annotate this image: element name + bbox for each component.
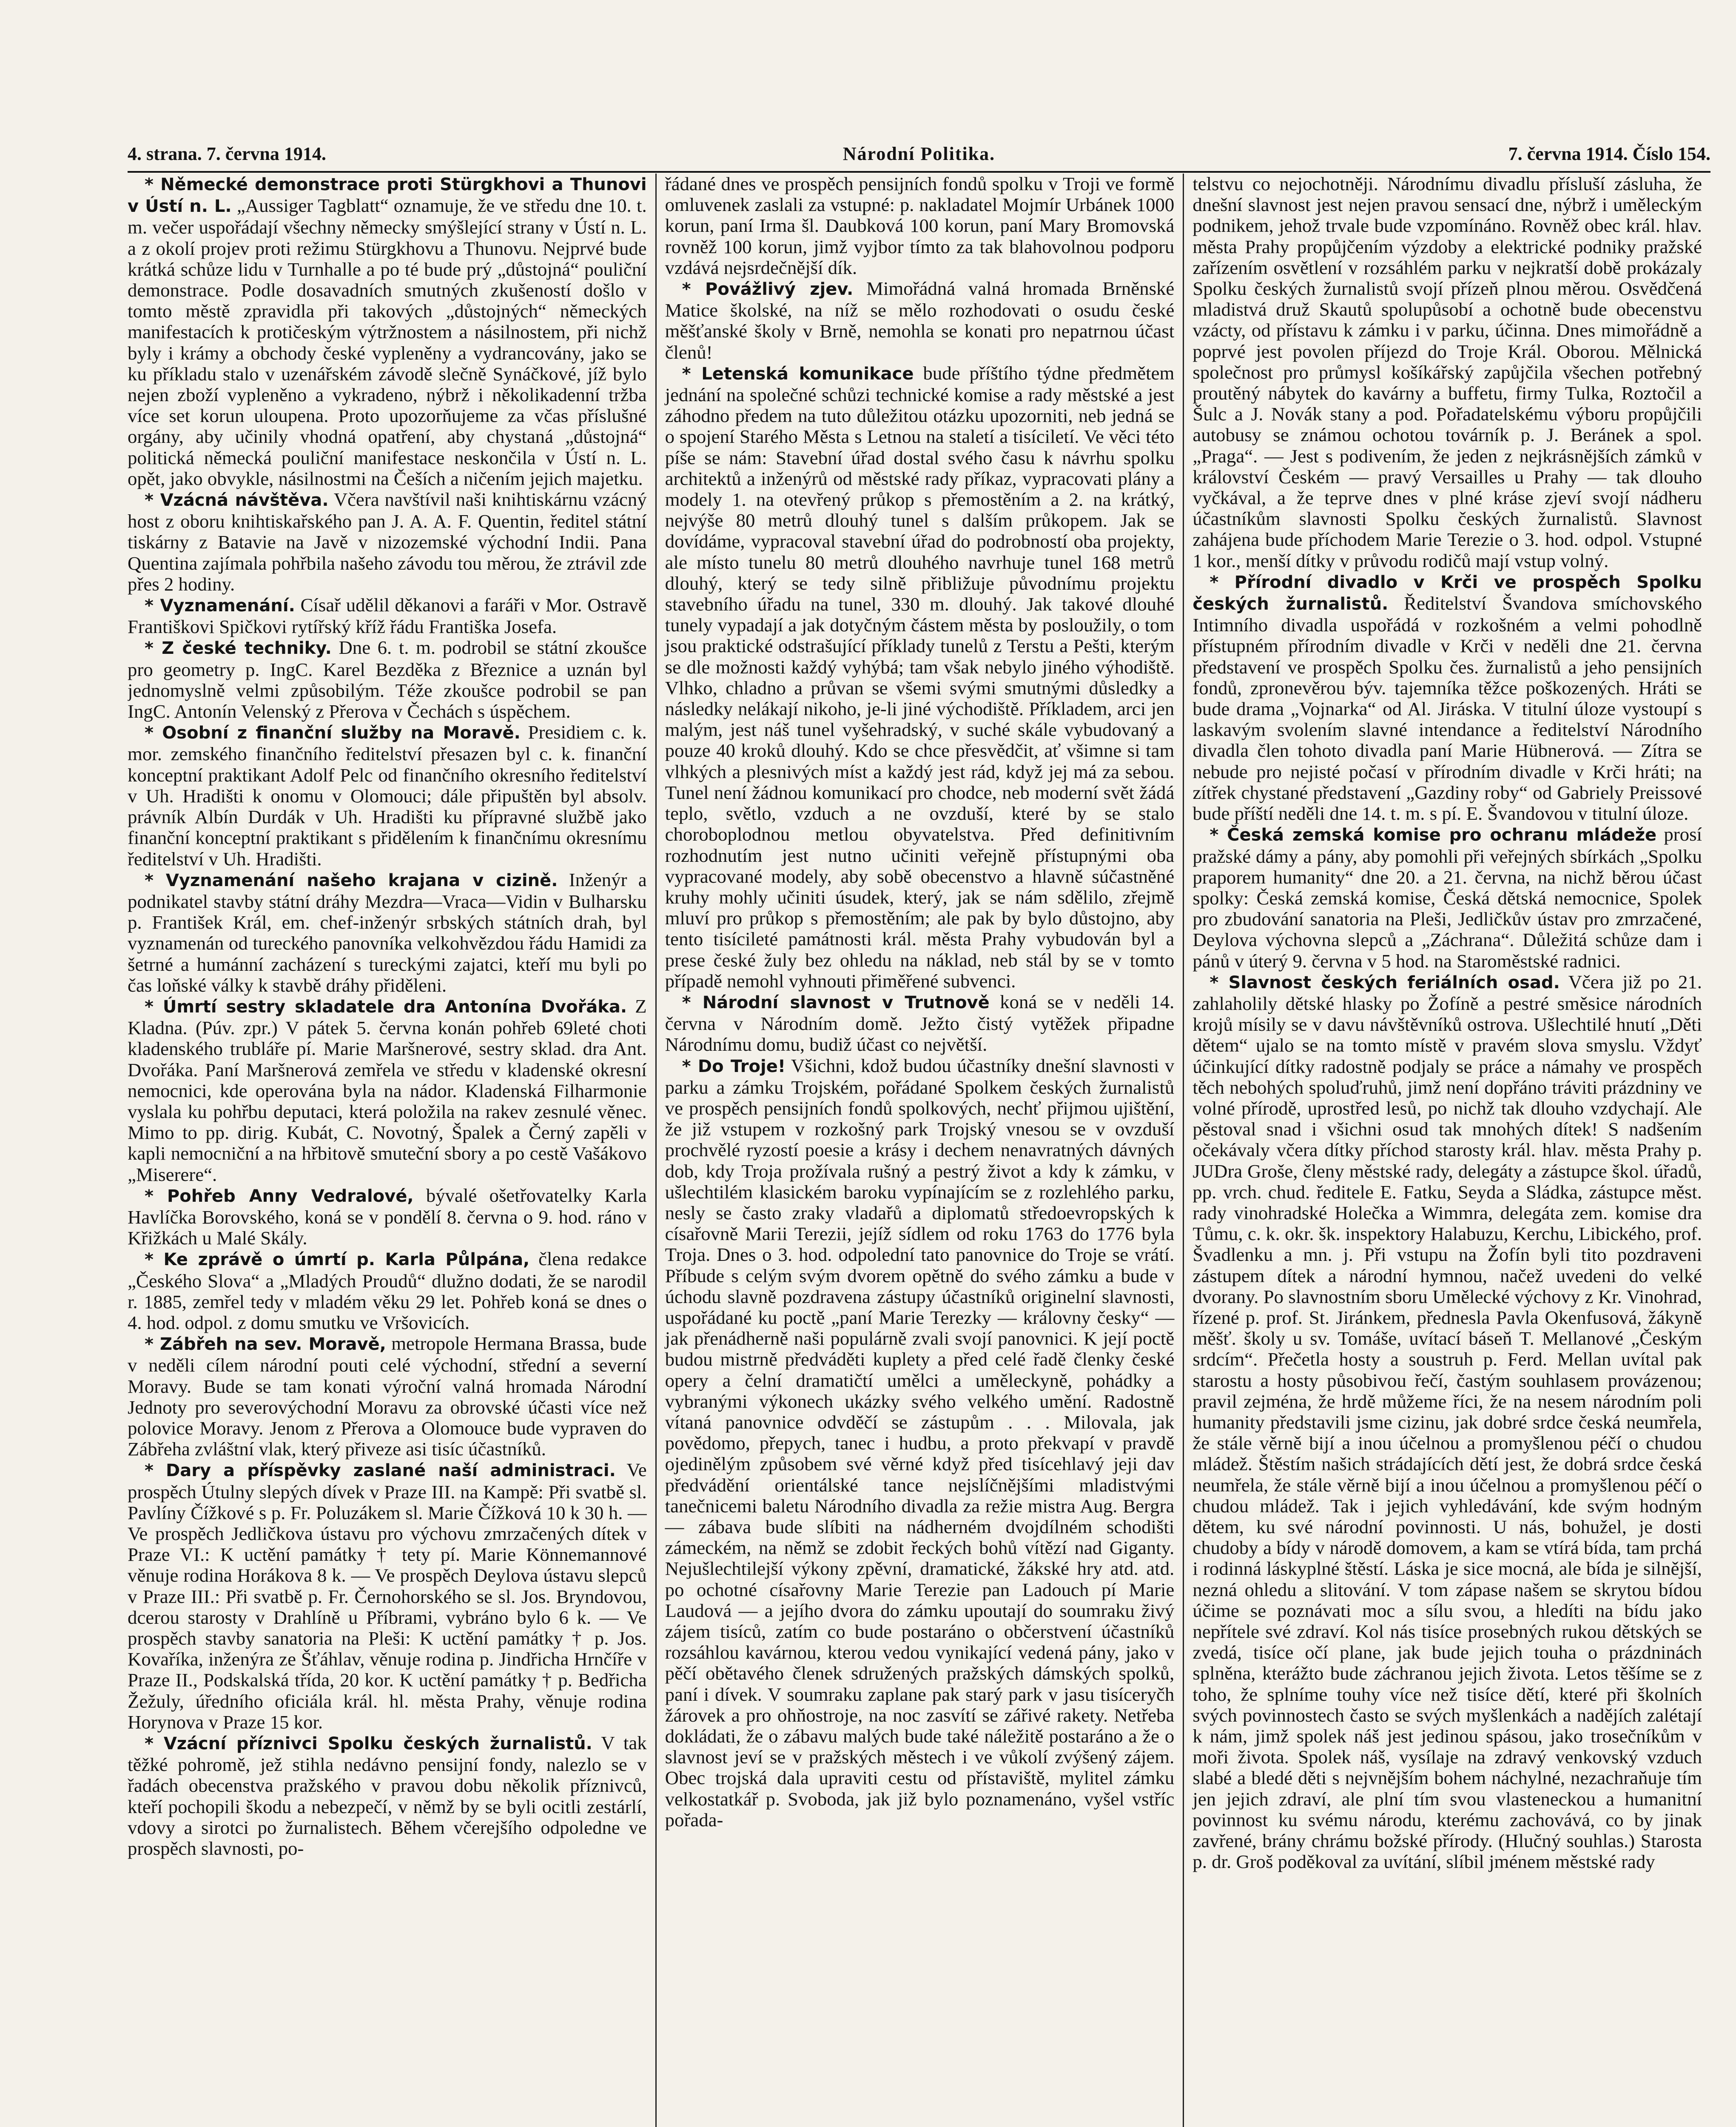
article-heading: * Ke zprávě o úmrtí p. Karla Půlpána, bbox=[145, 1250, 530, 1270]
article-paragraph bbox=[1192, 824, 1702, 971]
article-text: Císař udělil děkanovi a faráři v Mor. Ostravě Františkovi Spičkovi rytířský kříž řádu Františka Josefa. bbox=[128, 594, 647, 638]
article-paragraph bbox=[128, 996, 647, 1185]
article-paragraph bbox=[1192, 972, 1702, 1873]
article-text: Všichni, kdož budou účastníky dnešní slavnosti v parku a zámku Trojském, pořádané Spolkem českých žurnalistů ve prospěch pensijních fondů spolkových, nechť přijmou ujištění, že již vstupem v rozkošný park Trojský vnesou se v ovzduší prochvělé ryzostí poesie a krásy i dechem nenavratných dávných dob, kdy Troja prožívala rušný a pestrý život a kdy k zámku, v ušlechtilém klasickém baroku vypínajícím se z rozlehlého parku, nesly se často zraky vladařů a diplomatů středoevropských k císařovně Marii Terezii, jejíž sídlem od roku 1763 do 1776 byla Troja. Dnes o 3. hod. odpolední tato panovnice do Troje se vrátí. Příbude s celým svým dvorem opětně do svého zámku a bude v úchodu slavně pozdravena zástupy účastníků originelní slavnosti, uspořádané ku poctě „paní Marie Terezky — královny česky“ — jak přenádherně naši populárně zvali svojí panovnici. K její poctě budou mistrně předváděti kuplety a před celé řadě členky české opery a čelní dramatičtí umělci a uměleckyně, pohádky a vybranými výkonech ukázky svého velkého umění. Radostně vítaná panovnice odvděčí se zástupům . . . Milovala, jak povědomo, přepych, tanec i hudbu, a proto překvapí v pravdě ojedinělým způsobem své věrné když před tisícehlavý jeji dav předvádění orientálské tance nejslíčnějšími mladistvými tanečnicemi baletu Národního divadla za režie mistra Aug. Bergra — zábava bude slíbiti na nádherném dvojdílném schodišti zámeckém, na němž se zdobit řeckých bohů vítězí nad Giganty. Nejušlechtilejší výkony zpěvní, dramatické, žákské hry atd. atd. po ochotné císařovny Marie Terezie pan Ladouch pí Marie Laudová — a jejího dvora do zámku upoutají do soumraku živý zájem tisíců, zatím co bude postaráno o občerstvení účastníků rozsáhlou kavárnou, kterou vedou vynikající vedená pány, jako v pěčí obětavého členek sdružených pražských dámských spolků, paní i dívek. V soumraku zaplane pak starý park v jasu tisíceryčh žárovek a pro ohňostroje, na noc zasvítí se zářivé rakety. Netřeba dokládati, že o zábavu malých bude také náležitě postaráno a že o slavnost jeví se v pražských městech i ve vůkolí zvýšený zájem. Obec trojská dala upraviti cestu od přístaviště, mylitel zámku velkostatkář p. Svoboda, jak již bylo poznamenáno, vyšel vstříc pořada- bbox=[665, 1055, 1175, 1830]
article-heading: * Povážlivý zjev. bbox=[682, 279, 854, 299]
article-text: Presidiem c. k. mor. zemského finančního ředitelství přesazen byl c. k. finanční konceptní praktikant Adolf Pelc od finančního okresního ředitelství v Uh. Hradišti k onomu v Olomouci; dále připuštěn byl absolv. právník Albín Durdák v Uh. Hradišti ku přípravné službě jako finanční konceptní praktikant s přidělením k finančnímu okresnímu ředitelství v Uh. Hradišti. bbox=[128, 721, 647, 870]
article-paragraph bbox=[128, 1249, 647, 1333]
article-paragraph bbox=[665, 992, 1175, 1055]
article-paragraph bbox=[665, 278, 1175, 363]
article-paragraph bbox=[128, 1460, 647, 1733]
article-paragraph bbox=[128, 1333, 647, 1460]
article-paragraph bbox=[128, 722, 647, 869]
article-text: Včera navštívil naši knihtiskárnu vzácný host z oboru knihtiskařského pan J. A. A. F. Quentin, ředitel státní tiskárny z Batavie na Javě v nizozemské východní Indii. Pana Quentina zajímala pohřbila našeho závodu tou měrou, že ztrávil zde přes 2 hodiny. bbox=[128, 489, 647, 595]
article-heading: * Do Troje! bbox=[682, 1056, 786, 1076]
article-heading: * Národní slavnost v Trutnově bbox=[682, 992, 990, 1012]
article-columns bbox=[128, 174, 1710, 2127]
article-text: Včera již po 21. zahlaholily dětské hlasky po Žofíně a pestré směsice národních krojů mísily se v davu návštěvníků ostrova. Ušlechtilé hnutí „Děti dětem“ ujalo se na tomto místě v pravém slova smyslu. Vždyť účinkující dítky radostně podjaly se práce a námahy ve prospěch těch nebohých spoluďruhů, jimž není dopřáno tráviti prázdniny ve volné přírodě, uprostřed lesů, po nichž tak dlouho vzdychají. Ale pěstoval snad i všichni osud tak mnohých dítek! S nadšením očekávaly včera dítky příchod starosty král. hlav. města Prahy p. JUDra Groše, členy městské rady, delegáty a zástupce škol. úřadů, pp. vrch. chud. ředitele E. Fatku, Seyda a Sládka, zástupce měst. rady vinohradské Holečka a Wimmra, delegáta zem. komise dra Tůmu, c. k. okr. šk. inspektory Halabuzu, Kerchu, Libického, prof. Švadlenku a mn. j. Při vstupu na Žofín byli tito pozdraveni zástupem dítek a národní hymnou, načež uvedeni do velké dvorany. Po slavnostním sboru Umělecké výchovy z Kr. Vinohrad, řízené p. prof. St. Jiránkem, přednesla Pavla Okenfusová, žákyně měšť. školy u sv. Tomáše, uvítací báseň T. Mellanové „Českým srdcím“. Přečetla hosty a soustruh p. Ferd. Mellan uvítal pak starostu a hosty působivou řečí, častým souhlasem provázenou; pravil zejména, že hrdě můžeme říci, že na nesem národním poli humanity představili jsme cizinu, jak dobré srdce česká neumřela, že stále věrně bijí a inou účelnou a promyšlenou péčí o chudou mládež. Štěstím našich strádajících dětí jest, že dobrá srdce česká neumřela, že stále věrně bijí a inou účelnou a promyšlenou péčí o chudou mládež. Tak i jejich vyhledávání, kde svým hodným dětem, ku své národní povinnosti. U nás, bohužel, je dosti chudoby a bídy v národě domovem, a kam se vtírá bída, tam prchá i rodinná láskyplné štěstí. Láska je sice mocná, ale bída je silnější, nezná ohledu a slitování. V tom zápase našem se skrytou bídou účime se poznávati moc a sílu svou, a hledíti na bídu jako nepřítele své zdraví. Kol nás tisíce prosebných rukou dětských se zvedá, tisíce očí plane, jak bude jejich touha o prázdninách splněna, kterážto bude záchranou jejich života. Letos těšíme se z toho, že splníme touhy více než tisíce dětí, které při školních svých povinnostech často se svých myšlenkách a nadějích zalétají k nám, jimž spolek náš jest jedinou spásou, jako trosečníkům v moři života. Spolek náš, vysílaje na zdravý venkovský vzduch slabé a bledé děti s nejvnějším bohem náchylné, nezachraňuje tím jen jejich zdraví, ale plní tím svou vlasteneckou a humanitní povinnost ku svému národu, kterému zachovává, co by jinak zavřené, brány chrámu božské přírody. (Hlučný souhlas.) Starosta p. dr. Groš poděkoval za uvítání, slíbil jménem městské rady bbox=[1192, 971, 1702, 1873]
article-paragraph bbox=[128, 637, 647, 722]
article-heading: * Zábřeh na sev. Moravě, bbox=[145, 1334, 386, 1354]
article-text: Mimořádná valná hromada Brněnské Matice školské, na níž se mělo rozhodovati o osudu české měšťanské školy v Brně, nemohla se konati pro nepatrnou účast členů! bbox=[665, 278, 1175, 363]
article-text: bude příštího týdne předmětem jednání na společné schůzi technické komise a rady městské a jest záhodno předem na tuto důležitou otázku upozorniti, neb jedná se o spojení Starého Města s Letnou na staletí a tisíciletí. Ve věci této píše se nám: Stavební úřad dostal svého času k návrhu spolku architektů a inženýrů od městské rady příkaz, vypracovati plány a modely 1. na otevřený průkop s přemostěním a 2. na krátký, nejvýše 80 metrů dlouhý tunel s dalším průkopem. Jak se dovídáme, vypracoval stavební úřad do podrobností oba projekty, ale místo tunelu 80 metrů dlouhého navrhuje tunel 168 metrů dlouhý, který se tedy silně přibližuje původnímu projektu stavebního úřadu na tunel, 330 m. dlouhý. Jak takové dlouhé tunely vypadají a jak dotyčným částem města by posloužily, o tom jsou praktické odstrašující příklady tunelů z Terstu a Pešti, kterým se dle možnosti každý vyhýbá; tam však nebylo jiného výhodiště. Vlhko, chladno a průvan se všemi svými smutnými důsledky a následky nelákají nikoho, je-li jiné východiště. Příkladem, arci jen malým, jest náš tunel vyšehradský, v suché skále vybudovaný a pouze 40 kroků dlouhý. Kdo se chce přesvědčit, ať všimne si tam vlhkých a plesnivých míst a každý jest rád, když jej má za sebou. Tunel není žádnou komunikací pro chodce, neb moderní svět žádá teplo, světlo, vzduch a ne ovzduší, které by se stalo choroboplodnou metlou obyvatelstva. Před definitivním rozhodnutím jest nutno učiniti veřejně přístupnými oba vypracované modely, aby sobě obecenstvo a hlavně súčastněné kruhy mohly učiniti úsudek, který, jak se nám sdělilo, zřejmě mluví pro průkop s přemostěním; ale pak by bylo důstojno, aby tento tisícileté památnosti král. města Prahy vybudován byl a prese české žuly bez ohledu na náklad, neb stál by se v tomto případě nemohl vyhnouti přiměřené subvenci. bbox=[665, 362, 1175, 992]
article-paragraph bbox=[665, 174, 1175, 278]
article-text: Dne 6. t. m. podrobil se státní zkoušce pro geometry p. IngC. Karel Bezděka z Březnice a uznán byl jednomyslně velmi způsobilým. Téže zkoušce podrobil se pan IngC. Antonín Velenský z Přerova v Čechách s úspěchem. bbox=[128, 637, 647, 722]
article-heading: * Vyznamenání našeho krajana v cizině. bbox=[145, 870, 558, 890]
article-heading: * Vzácná návštěva. bbox=[145, 490, 329, 510]
article-text: koná se v neděli 14. června v Národním domě. Ježto čistý vytěžek připadne Národnímu domu, budiž účast co největší. bbox=[665, 991, 1175, 1055]
article-heading: * Úmrtí sestry skladatele dra Antonína Dvořáka. bbox=[145, 997, 627, 1017]
article-heading: * Slavnost českých feriálních osad. bbox=[1210, 972, 1560, 992]
article-text: řádané dnes ve prospěch pensijních fondů spolku v Troji ve formě omluvenek zaslali za vstupné: p. nakladatel Mojmír Urbánek 1000 korun, paní Irma šl. Daubková 100 korun, paní Mary Bromovská rovněž 100 korun, jimž vyjbor tímto za tak blahovolnou podporu vzdává nejsrdečnější dík. bbox=[665, 174, 1175, 278]
article-heading: * Z české techniky. bbox=[145, 639, 332, 659]
article-paragraph bbox=[128, 1733, 647, 1859]
article-text: telstvu co nejochotněji. Národnímu divadlu přísluší zásluha, že dnešní slavnost jest nejen pravou sensací dne, nýbrž i uměleckým podnikem, jehož trvale bude vzpomínáno. Rovněž obec král. hlav. města Prahy propůjčením výzdoby a elektrické podniky pražské zařízením osvětlení v rozsáhlém parku v nejkratší době prokázaly Spolku českých žurnalistů svojí přízeň plnou měrou. Osvědčená mladistvá druž Skautů spolupůsobí a ochotně bude obecenstvu vzácty, od přístavu k zámku i v parku, účinna. Dnes mimořádně a poprvé jest povolen příjezd do Troje Král. Oborou. Mělnická společnost pro průmysl košíkářský zapůjčila všechen potřebný proutěný nábytek do kavárny a buffetu, firmy Tulka, Roztočil a Šulc a J. Novák stany a pod. Pořadatelskému výboru propůjčili autobusy se známou ochotou továrník p. J. Beránek a spol. „Praga“. — Jest s podivením, že jeden z nejkrásnějších zámků v království Českém — pravý Versailles u Prahy — tak dlouho vyčkával, a že teprve dnes v plné kráse zjeví svojí nádheru účastníkům slavnosti Spolku českých žurnalistů. Slavnost zahájena bude příchodem Marie Terezie o 3. hod. odpol. Vstupné 1 kor., menší dítky v průvodu rodičů mají vstup volný. bbox=[1192, 174, 1702, 571]
article-heading: * Přírodní divadlo v Krči ve prospěch Spolku českých žurnalistů. bbox=[1192, 572, 1702, 614]
article-paragraph bbox=[128, 870, 647, 996]
article-text: V tak těžké pohromě, jež stihla nedávno pensijní fondy, nalezlo se v řadách obecenstva pražského v pravou dobu několik příznivců, kteří pochopili škodu a nebezpečí, v němž by se byli ocitli zestárlí, vdovy a sirotci po žurnalistech. Během včerejšího odpoledne ve prospěch slavnosti, po- bbox=[128, 1732, 647, 1859]
article-text: „Aussiger Tagblatt“ oznamuje, že ve středu dne 10. t. m. večer uspořádají všechny německy smýšlející strany v Ústí n. L. a z okolí projev proti režimu Stürgkhovu a Thunovu. Nejprvé bude krátká schůze lidu v Turnhalle a po té bude prý „důstojná“ pouliční demonstrace. Podle dosavadních smutných zkušeností došlo v tomto městě zpravidla při takových „důstojných“ německých manifestacích k protičeským výtržnostem a násilnostem, při nichž byly i krámy a obchody české vypleněny a vydrancovány, jako se ku příkladu stalo v uzenářském závodě slečně Synáčkové, jíž bylo nejen zboží vypleněno a vykradeno, nýbrž i několikadenní tržba více set korun uloupena. Proto upozorňujeme za včas příslušné orgány, aby učinily vhodná opatření, aby chystaná „důstojná“ politická německá pouliční manifestace neskončila v Ústí n. L. opět, jako obvykle, násilnostmi na Češích a ničením jejich majetku. bbox=[128, 195, 647, 489]
article-paragraph bbox=[128, 1185, 647, 1249]
header-rule bbox=[128, 171, 1710, 173]
column-3 bbox=[1183, 174, 1710, 2127]
article-text: bývalé ošetřovatelky Karla Havlíčka Borovského, koná se v pondělí 8. června o 9. hod. ráno v Křižkách u Malé Skály. bbox=[128, 1184, 647, 1249]
article-paragraph bbox=[1192, 571, 1702, 824]
article-text: Ředitelství Švandova smíchovského Intimního divadla uspořádá v rozkošném a velmi pohodlně přístupném přírodním divadle v Krči v neděli dne 21. června představení ve prospěch Spolku čes. žurnalistů a jeho pensijních fondů, zpronevěrou býv. tajemníka těžce poškozených. Hráti se bude drama „Vojnarka“ od Al. Jiráska. V titulní úloze vystoupí s laskavým svolením slavné intendance a ředitelství Národního divadla člen tohoto divadla paní Marie Hübnerová. — Zítra se nebude pro nejisté počasí v přírodním divadle v Krči hráti; na zítřek chystané představení „Gazdiny roby“ od Gabriely Preissové bude příští neděli dne 14. t. m. s pí. E. Švandovou v titulní úloze. bbox=[1192, 593, 1702, 824]
article-heading: * Česká zemská komise pro ochranu mládeže bbox=[1210, 825, 1657, 845]
article-text: prosí pražské dámy a pány, aby pomohli při veřejných sbírkách „Spolku praporem humanity“ dne 20. a 21. června, na nichž běrou účast spolky: Česká zemská komise, Česká dětská nemocnice, Spolek pro zbudování sanatoria na Pleši, Jedličkův ústav pro zmrzačené, Deylova výchovna slepců a „Záchrana“. Důležitá schůze dam i pánů v úterý 9. června v 5 hod. na Staroměstské radnici. bbox=[1192, 824, 1702, 972]
article-heading: * Dary a příspěvky zaslané naší administraci. bbox=[145, 1461, 616, 1481]
article-heading: * Pohřeb Anny Vedralové, bbox=[145, 1186, 414, 1206]
running-head bbox=[128, 143, 1710, 168]
article-heading: * Vzácní příznivci Spolku českých žurnalistů. bbox=[145, 1734, 592, 1754]
article-heading: * Letenská komunikace bbox=[682, 364, 914, 384]
article-paragraph bbox=[128, 174, 647, 489]
article-text: Z Kladna. (Púv. zpr.) V pátek 5. června konán pohřeb 69leté choti kladenského trubláře pí. Marie Maršnerové, sestry sklad. dra Ant. Dvořáka. Paní Maršnerová zemřela ve středu v kladenské okresní nemocnici, kde operována byla na nádor. Kladenská Filharmonie vyslala ku pohřbu deputaci, která položila na rakev zesnulé věnec. Mimo to pp. dirig. Kubát, C. Novotný, Špalek a Černý zapěli v kapli nemocniční a na hřbitově smuteční sbory a po cestě Vašákovo „Miserere“. bbox=[128, 995, 647, 1185]
article-paragraph bbox=[665, 1055, 1175, 1831]
article-paragraph bbox=[1192, 174, 1702, 571]
article-paragraph bbox=[665, 363, 1175, 992]
article-paragraph bbox=[128, 489, 647, 595]
article-text: Ve prospěch Útulny slepých dívek v Praze III. na Kampě: Při svatbě sl. Pavlíny Čížkové s p. Fr. Poluzákem sl. Marie Čížková 10 k 30 h. — Ve prospěch Jedličkova ústavu pro výchovu zmrzačených dítek v Praze VI.: K uctění památky † tety pí. Marie Könnemannové věnuje rodina Horákova 8 k. — Ve prospěch Deylova ústavu slepců v Praze III.: Při svatbě p. Fr. Černohorského se sl. Jos. Bryndovou, dcerou starosty v Drahlíně u Příbrami, vybráno bylo 6 k. — Ve prospěch stavby sanatoria na Pleši: K uctění památky † p. Jos. Kovaříka, inženýra ze Šťáhlav, věnuje rodina p. Jindřicha Hrnčíře v Praze II., Podskalská třída, 20 kor. K uctění památky † p. Bedřicha Žežuly, úředního oficiála král. hl. města Prahy, věnuje rodina Horynova v Praze 15 kor. bbox=[128, 1459, 647, 1733]
column-2 bbox=[655, 174, 1183, 2127]
article-heading: * Vyznamenání. bbox=[145, 596, 295, 616]
article-text: člena redakce „Českého Slova“ a „Mladých Proudů“ dlužno dodati, že se narodil r. 1885, zemřel tedy v mladém věku 29 let. Pohřeb koná se dnes o 4. hod. odpol. z domu smutku ve Vršovicích. bbox=[128, 1248, 647, 1333]
issue-date-number: 7. června 1914. Číslo 154. bbox=[1508, 143, 1710, 164]
page-number-date: 4. strana. 7. června 1914. bbox=[128, 143, 326, 164]
article-text: Inženýr a podnikatel stavby státní dráhy Mezdra—Vraca—Vidin v Bulharsku p. František Král, em. chef-inženýr srbských státních drah, byl vyznamenán od tureckého panovníka velkohvězdou řádu Hamidi za šetrné a humánní zacházení s tureckými zajatci, kteří mu byli po čas loňské války k stavbě dráhy přiděleni. bbox=[128, 869, 647, 996]
masthead-title: Národní Politika. bbox=[842, 143, 996, 164]
article-heading: * Osobní z finanční služby na Moravě. bbox=[145, 723, 521, 743]
article-paragraph bbox=[128, 595, 647, 637]
article-text: metropole Hermana Brassa, bude v neděli cílem národní pouti celé východní, střední a severní Moravy. Bude se tam konati výroční valná hromada Národní Jednoty pro severovýchodní Moravu za obrovské účasti více než polovice Moravy. Jenom z Přerova a Olomouce bude vypraven do Zábřeha zvláštní vlak, který přiveze asi tisíc účastníků. bbox=[128, 1333, 647, 1460]
article-heading: * Německé demonstrace proti Stürgkhovi a Thunovi v Ústí n. L. bbox=[128, 175, 647, 217]
column-1 bbox=[128, 174, 655, 2127]
